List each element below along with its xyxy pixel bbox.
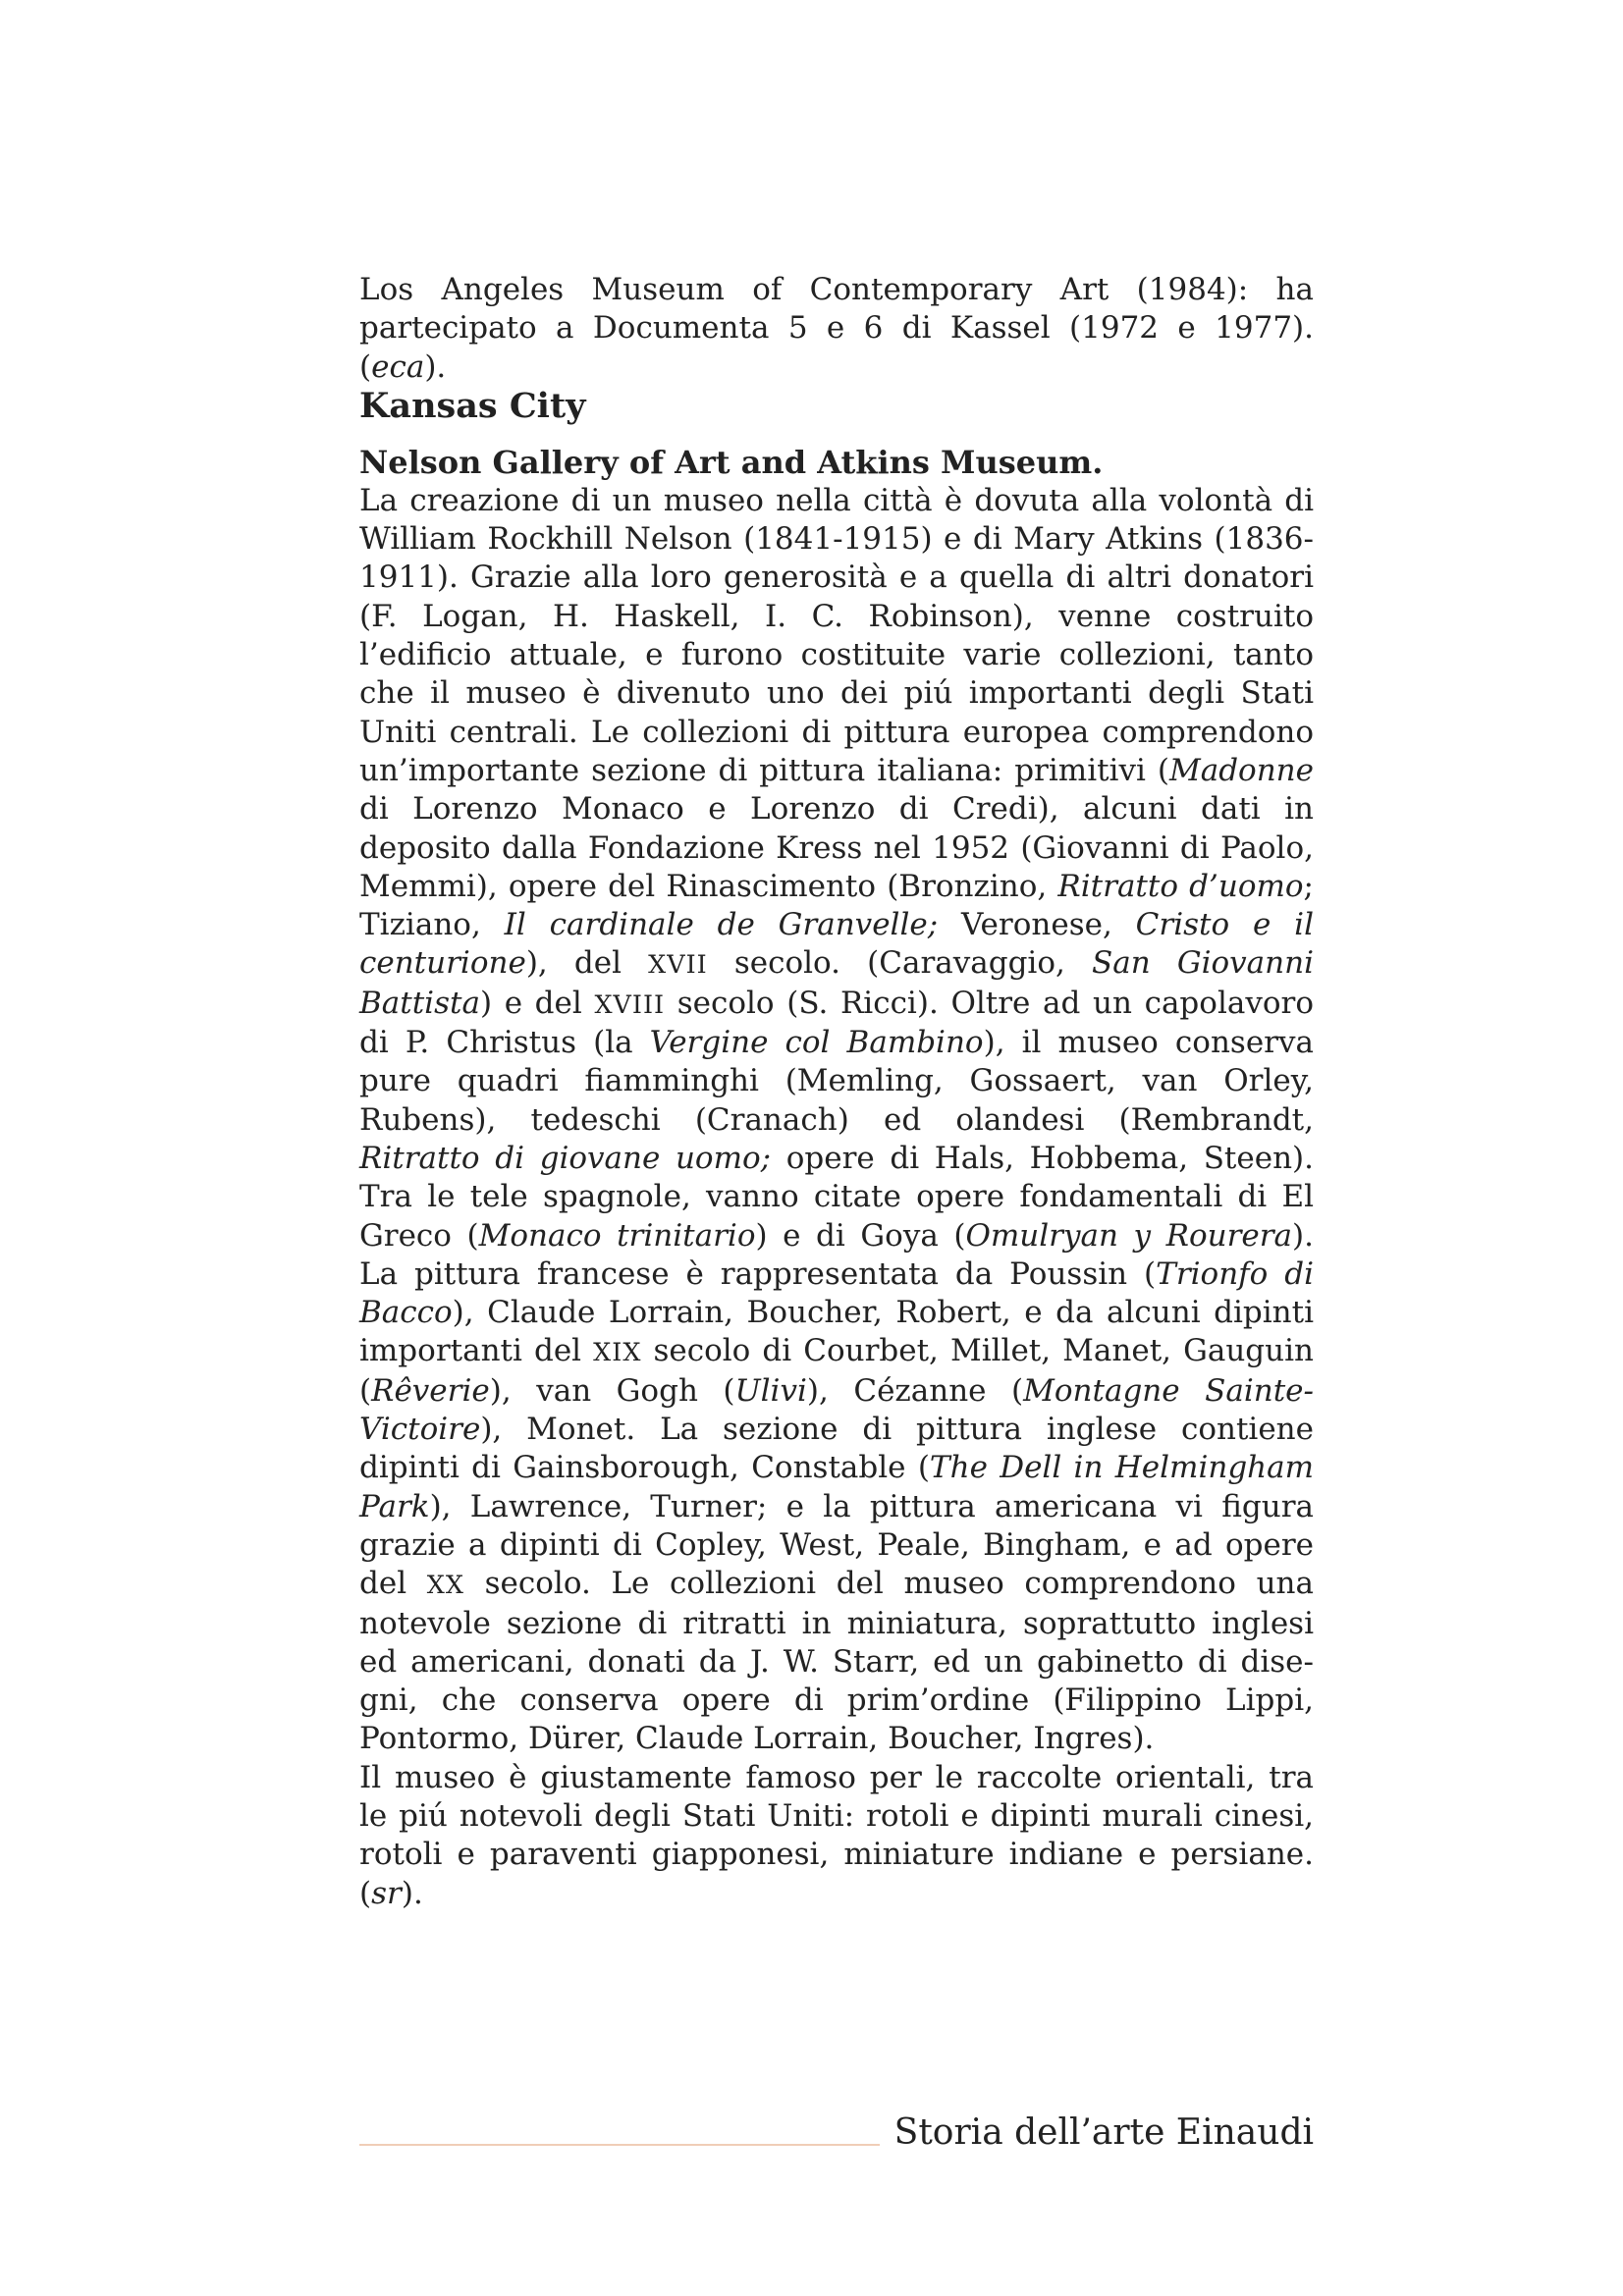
text-run: ), Lawrence, Turner; e la pittura americana vi figura grazie a dipinti di Copley, West, Peale, Bingham, e ad opere del [359,1488,1314,1602]
artwork-title: Ulivi [734,1372,807,1409]
text-run: ), il museo conserva pure quadri fiamminghi (Memling, Gossaert, van Orley, Rubens), tedeschi (Cranach) ed olandesi (Rembrandt, [359,1025,1314,1138]
artwork-title: Rêverie [371,1372,490,1409]
artwork-title: Il cardinale de Granvelle; [504,907,939,943]
century-numeral: XIX [593,1337,642,1367]
artwork-title: Madonne [1168,752,1314,788]
text-run: di Lorenzo Monaco e Lorenzo di Credi), alcuni dati in deposito dalla Fondazione Kress nel 1952 (Giovanni di Paolo, Memmi), opere del Rinascimento (Bronzino, [359,791,1314,904]
page-body [359,271,1314,1913]
artwork-title: Ritratto di giovane uomo; [359,1140,772,1176]
footer-rule [359,2144,880,2146]
text-run: ), van Gogh ( [489,1372,735,1409]
artwork-title: Omulryan y Rourera [965,1217,1293,1254]
page-footer [359,2110,1314,2160]
text-run: secolo di Courbet, Millet, Manet, Gauguin ( [359,1333,1314,1409]
century-numeral: XX [426,1570,464,1600]
museum-description-paragraph [359,482,1314,1759]
section-city-heading: Kansas City [359,385,586,426]
text-run: La creazione di un museo nella città è dovuta alla volontà di William Rockhill Nelson (1841-1915) e di Mary Atkins (1836-1911). Grazie alla loro generosità e a quella di altri donatori (F. Logan, H. Haskell, I. C. Robinson), venne costruito l’edificio attuale, e furono costituite varie collezioni, tanto che il museo è divenuto uno dei piú importanti degli Stati Uniti centrali. Le collezioni di pittura europea comprendono un’importante sezione di pittura italiana: primitivi ( [359,482,1314,788]
century-numeral: XVII [648,949,708,980]
century-numeral: XVIII [594,988,666,1019]
text-run: secolo (S. Ricci). Oltre ad un capolavoro di P. Christus (la [359,985,1314,1061]
oriental-collections-paragraph: Il museo è giustamente famoso per le raccolte orientali, tra le piú notevoli degli Stati Uniti: rotoli e dipinti murali cinesi, rotoli e paraventi giapponesi, miniature indiane e persiane. (sr). [359,1759,1314,1911]
text-run: ) e di Goya ( [755,1217,966,1254]
text-run: ), Claude Lorrain, Boucher, Robert, e da alcuni dipinti importanti del [359,1295,1314,1369]
intro-paragraph: Los Angeles Museum of Contemporary Art (1984): ha partecipato a Documenta 5 e 6 di Kassel (1972 e 1977). (eca). [359,272,1314,385]
museum-heading: Nelson Gallery of Art and Atkins Museum. [359,443,1104,481]
artwork-title: Ritratto d’uomo [1057,868,1304,904]
artwork-title: Montagne Sainte-Victoire [359,1372,1314,1448]
text-run: ), del [525,945,649,982]
intro-author: eca [371,348,425,385]
text-run: secolo. Le collezioni del museo comprendono una notevole sezione di ritratti in miniatura, soprattutto inglesi ed americani, donati da J. W. Starr, ed un gabinetto di disegni, che conserva opere di prim’ordine (Filippino Lippi, Pontormo, Dürer, Claude Lorrain, Boucher, Ingres). [359,1566,1314,1757]
artwork-title: Monaco trinitario [478,1217,756,1254]
text-run: ; Tiziano, [359,868,1314,943]
text-run: ) e del [479,985,595,1021]
artwork-title: San Giovanni Battista [359,945,1314,1021]
artwork-title: The Dell in Helmingham Park [359,1450,1315,1524]
artwork-title: Cristo e il centurione [359,907,1314,982]
text-run: ). La pittura francese è rappresentata da Poussin ( [359,1217,1314,1292]
text-run: Veronese, [938,907,1136,943]
paragraph-author: sr [371,1875,402,1911]
text-run: Il museo è giustamente famoso per le raccolte orientali, tra le piú notevoli degli Stati Uniti: rotoli e dipinti murali cinesi, rotoli e paraventi giapponesi, miniature indiane e persiane. [359,1759,1314,1873]
text-run: secolo. (Caravaggio, [707,945,1092,982]
intro-text: Los Angeles Museum of Contemporary Art (1984): ha partecipato a Documenta 5 e 6 di Kassel (1972 e 1977). [359,272,1314,347]
footer-title: Storia dell’arte Einaudi [893,2112,1314,2153]
artwork-title: Trionfo di Bacco [359,1255,1314,1331]
artwork-title: Vergine col Bambino [649,1025,984,1061]
text-run: ), Cézanne ( [806,1372,1024,1409]
text-run: opere di Hals, Hobbema, Steen). Tra le tele spagnole, vanno citate opere fondamentali di El Greco ( [359,1140,1314,1254]
text-run: ), Monet. La sezione di pittura inglese contiene dipinti di Gainsborough, Constable ( [359,1412,1314,1486]
